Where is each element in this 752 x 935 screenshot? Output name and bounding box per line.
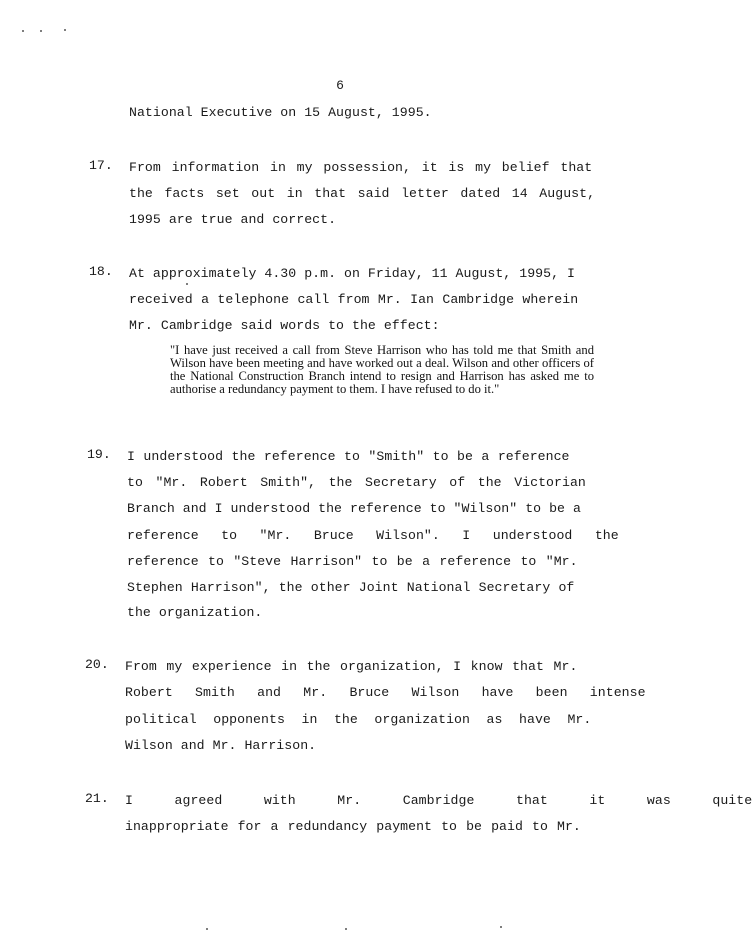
paragraph-17-line: 1995 are true and correct. <box>129 212 337 227</box>
paragraph-18-quote: "I have just received a call from Steve Harrison who has told me that Smith and Wilson have been meeting and have worked out a deal. Wilson and other officers of the National Construction Branch intend to resign and Harrison has asked me to authorise a redundancy payment to them. I have refused to do it." <box>170 343 594 396</box>
paragraph-17-number: 17. <box>89 158 113 173</box>
page-number: 6 <box>336 78 344 93</box>
scan-speck <box>22 30 24 32</box>
scan-speck <box>345 928 347 930</box>
scan-speck <box>186 283 188 285</box>
paragraph-20-line: political opponents in the organization as have Mr. <box>125 712 592 727</box>
paragraph-18-line: At approximately 4.30 p.m. on Friday, 11 August, 1995, I <box>129 266 575 281</box>
paragraph-21-line: inappropriate for a redundancy payment to be paid to Mr. <box>125 819 581 834</box>
intro-line: National Executive on 15 August, 1995. <box>129 105 432 120</box>
paragraph-18-line: received a telephone call from Mr. Ian Cambridge wherein <box>129 292 579 307</box>
paragraph-19-line: the organization. <box>127 605 263 620</box>
paragraph-19-line: reference to "Mr. Bruce Wilson". I understood the <box>127 528 619 543</box>
paragraph-20-line: Robert Smith and Mr. Bruce Wilson have been intense <box>125 685 646 700</box>
paragraph-19-line: to "Mr. Robert Smith", the Secretary of the Victorian <box>127 475 586 490</box>
paragraph-18-number: 18. <box>89 264 113 279</box>
paragraph-19-line: reference to "Steve Harrison" to be a reference to "Mr. <box>127 554 578 569</box>
paragraph-20-line: From my experience in the organization, I know that Mr. <box>125 659 578 674</box>
paragraph-21-line: I agreed with Mr. Cambridge that it was quite <box>125 793 752 808</box>
scan-speck <box>206 928 208 930</box>
paragraph-19-line: Stephen Harrison", the other Joint National Secretary of <box>127 580 575 595</box>
paragraph-19-line: I understood the reference to "Smith" to be a reference <box>127 449 570 464</box>
paragraph-19-line: Branch and I understood the reference to "Wilson" to be a <box>127 501 581 516</box>
paragraph-17-line: From information in my possession, it is my belief that <box>129 160 593 175</box>
paragraph-19-number: 19. <box>87 447 111 462</box>
scan-speck <box>500 926 502 928</box>
paragraph-20-number: 20. <box>85 657 109 672</box>
paragraph-18-line: Mr. Cambridge said words to the effect: <box>129 318 440 333</box>
paragraph-20-line: Wilson and Mr. Harrison. <box>125 738 317 753</box>
paragraph-21-number: 21. <box>85 791 109 806</box>
paragraph-17-line: the facts set out in that said letter dated 14 August, <box>129 186 596 201</box>
scan-speck <box>40 30 42 32</box>
scan-speck <box>64 29 66 31</box>
